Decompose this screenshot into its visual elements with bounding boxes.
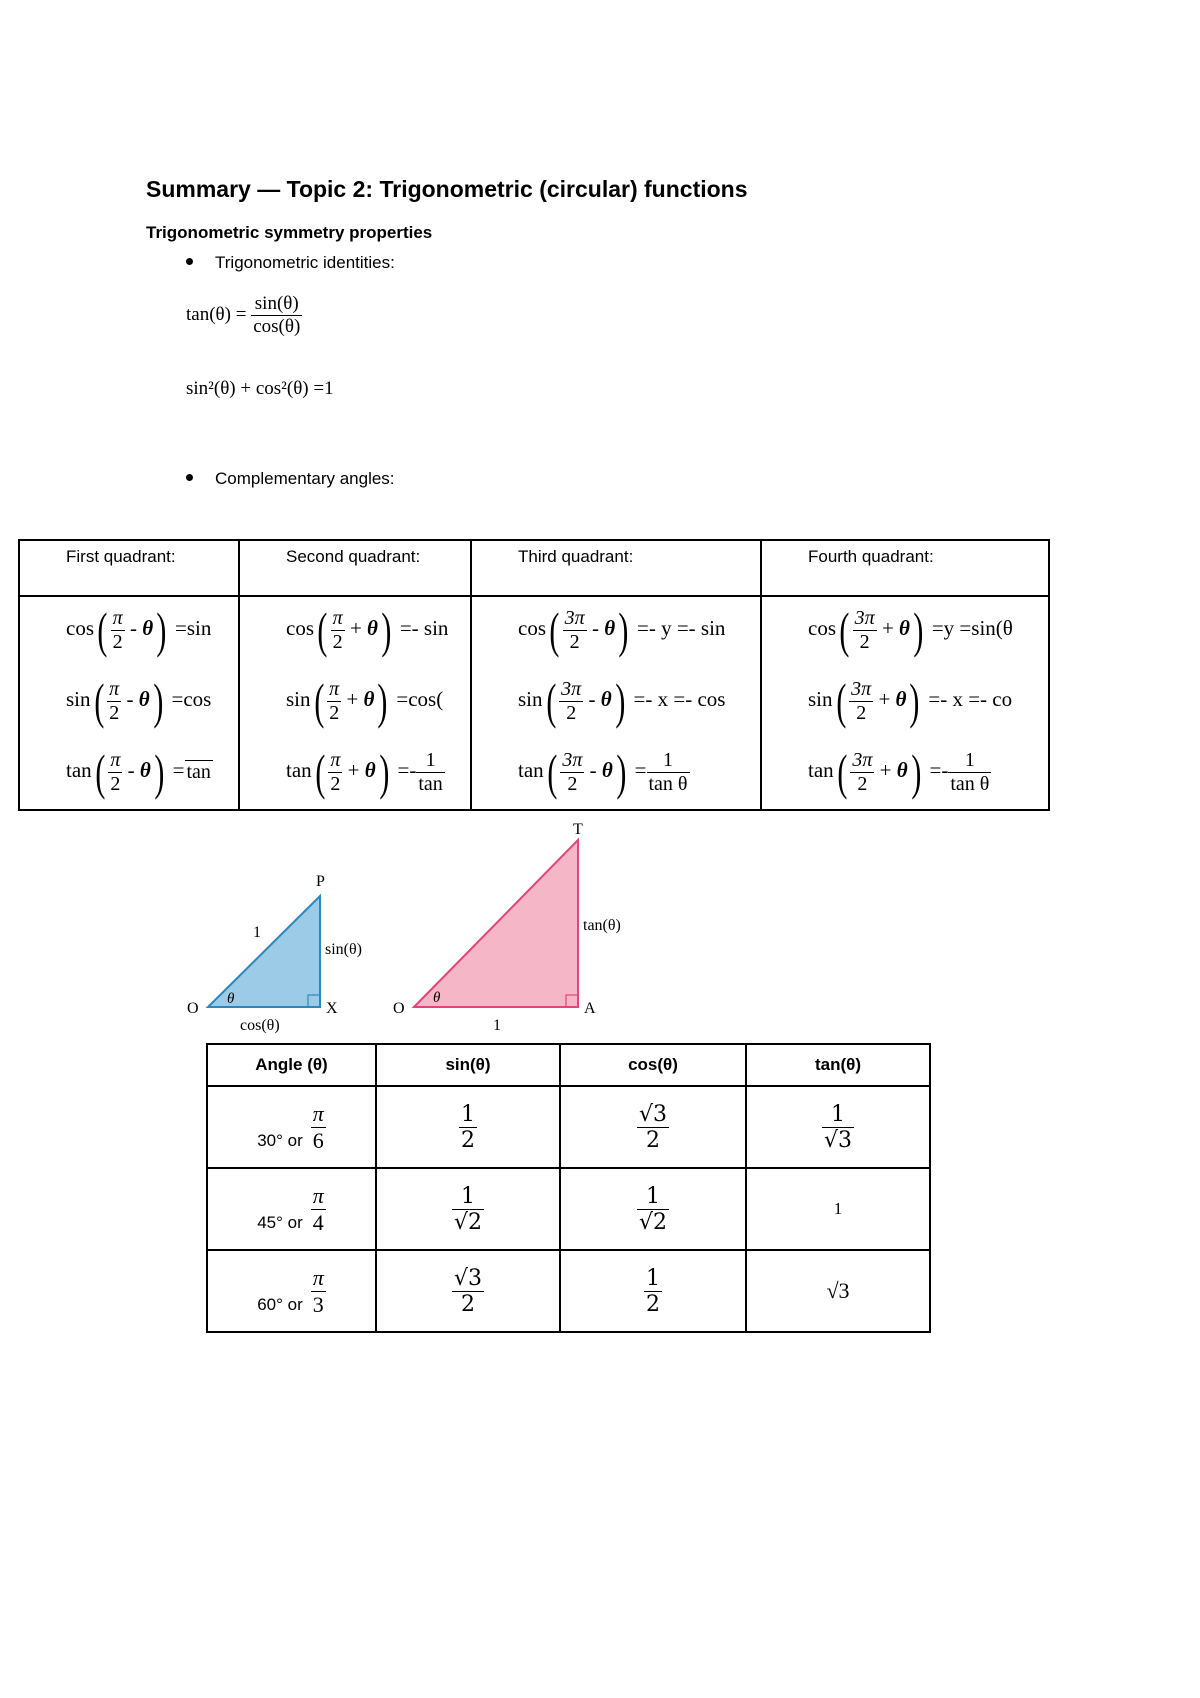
sign: + [347, 757, 360, 782]
theta-symbol: θ [364, 757, 376, 782]
numerator: π [312, 1100, 324, 1126]
identity-rhs: = [172, 757, 185, 782]
angle-denominator: 2 [853, 630, 877, 654]
cos-value [644, 1266, 662, 1317]
right-paren: ) [909, 673, 920, 729]
identity-rhs: =sin [175, 615, 212, 640]
denominator: 2 [646, 1291, 660, 1317]
reciprocal-fraction [948, 749, 991, 796]
tan-cell [746, 1250, 930, 1332]
page-title: Summary — Topic 2: Trigonometric (circular) functions [146, 176, 748, 202]
sign: + [878, 686, 891, 711]
theta-symbol: θ [600, 686, 612, 711]
vertex-label-p: P [316, 873, 325, 890]
quadrant-identity [286, 673, 444, 729]
denominator: 2 [637, 1127, 669, 1153]
left-paren: ( [313, 673, 324, 729]
identity-rhs: =cos [171, 686, 212, 711]
theta-symbol: θ [367, 615, 378, 640]
cos-value [637, 1102, 669, 1153]
function-name: tan [518, 757, 544, 782]
degree-label: 30° or [257, 1131, 303, 1150]
sign: - [126, 686, 134, 711]
denominator: 2 [452, 1291, 484, 1317]
angle-fraction [327, 678, 341, 725]
right-paren: ) [154, 744, 165, 800]
adjacent-label: cos(θ) [240, 1017, 280, 1034]
angle-fraction [850, 749, 874, 796]
angle-numerator: 3π [562, 748, 583, 771]
tan-cell [746, 1086, 930, 1168]
reciprocal-fraction [647, 749, 690, 796]
theta-symbol: θ [138, 686, 150, 711]
header-tan: tan(θ) [746, 1044, 930, 1086]
quadrant-header [472, 541, 760, 597]
quadrant-header [762, 541, 1048, 597]
header-angle: Angle (θ) [207, 1044, 376, 1086]
sign: + [346, 686, 359, 711]
vertex-label-t: T [573, 821, 583, 838]
angle-fraction [853, 607, 877, 654]
left-paren: ( [839, 602, 850, 658]
quadrant-column-4 [762, 541, 1048, 809]
identity-rhs: =- y =- sin [637, 615, 726, 640]
numerator: π [312, 1182, 324, 1208]
sin-value [452, 1184, 484, 1235]
denominator: √2 [638, 1209, 667, 1235]
angle-fraction [560, 749, 584, 796]
tan-cell [746, 1168, 930, 1250]
sin-value [459, 1102, 477, 1153]
denominator: 4 [311, 1209, 326, 1236]
reciprocal-denominator: tan θ [648, 772, 688, 795]
denominator: 2 [461, 1127, 475, 1153]
sign: - [589, 757, 597, 782]
tan-identity [186, 293, 302, 338]
reciprocal-numerator: 1 [663, 748, 673, 771]
left-paren: ( [835, 673, 846, 729]
tan-value [822, 1102, 854, 1153]
identity-rhs: =- x =- co [928, 686, 1013, 711]
sin-cell [376, 1168, 560, 1250]
bullet-dot-icon [186, 474, 193, 481]
identity-rhs: =- sin [399, 615, 449, 640]
left-paren: ( [94, 744, 105, 800]
angle-fraction [331, 607, 345, 654]
right-paren: ) [618, 602, 629, 658]
degree-label: 60° or [257, 1295, 303, 1314]
angle-numerator: 3π [564, 606, 585, 629]
angle-cell [207, 1250, 376, 1332]
left-paren: ( [836, 744, 847, 800]
right-paren: ) [614, 673, 625, 729]
tan-identity-fraction [251, 293, 302, 338]
angle-denominator: 2 [328, 772, 342, 796]
left-paren: ( [314, 744, 325, 800]
numerator: 1 [646, 1265, 660, 1291]
unit-triangle-shape [208, 896, 320, 1007]
quadrant-identity [286, 602, 449, 658]
table-header-row [207, 1044, 930, 1086]
vertex-label-o: O [393, 1000, 405, 1017]
sign: - [591, 615, 599, 640]
angle-fraction [559, 678, 583, 725]
sin-cell [376, 1086, 560, 1168]
tan-identity-numerator: sin(θ) [254, 293, 299, 314]
quadrant-identity [66, 673, 212, 729]
vertex-label-x: X [326, 1000, 338, 1017]
right-paren: ) [378, 744, 389, 800]
function-name: cos [286, 615, 314, 640]
quadrant-identity [66, 744, 213, 800]
identity-rhs: =y =sin(θ [931, 615, 1013, 640]
angle-numerator: 3π [852, 748, 873, 771]
bullet-complementary [186, 469, 395, 489]
quadrant-header-label: First quadrant: [66, 547, 176, 566]
angle-fraction [328, 749, 342, 796]
denominator: √3 [823, 1127, 852, 1153]
theta-symbol: θ [142, 615, 154, 640]
cos-cell [560, 1168, 746, 1250]
quadrant-header-label: Fourth quadrant: [808, 547, 934, 566]
left-paren: ( [546, 744, 557, 800]
exact-values-table [206, 1043, 931, 1333]
tan-identity-lhs: tan(θ) = [186, 303, 247, 325]
quadrant-table [18, 539, 1050, 811]
numerator: √3 [453, 1265, 482, 1291]
right-paren: ) [381, 602, 392, 658]
function-name: tan [286, 757, 312, 782]
angle-numerator: 3π [561, 677, 582, 700]
triangle-diagrams [180, 820, 630, 1040]
reciprocal-denominator: tan θ [950, 772, 990, 795]
function-name: sin [286, 686, 311, 711]
angle-denominator: 2 [560, 772, 584, 796]
vertex-label-o: O [187, 1000, 199, 1017]
unit-circle-triangle [187, 873, 362, 1034]
numerator: 1 [830, 1101, 845, 1127]
theta-symbol: θ [363, 686, 375, 711]
angle-denominator: 2 [563, 630, 587, 654]
angle-cell [207, 1168, 376, 1250]
quadrant-identity [518, 602, 726, 658]
opposite-label: tan(θ) [583, 917, 621, 934]
angle-label: θ [433, 990, 441, 1006]
sign: - [127, 757, 135, 782]
angle-fraction [108, 749, 122, 796]
angle-fraction [563, 607, 587, 654]
quadrant-header-label: Second quadrant: [286, 547, 421, 566]
sign: - [588, 686, 596, 711]
angle-denominator: 2 [849, 701, 873, 725]
theta-symbol: θ [139, 757, 151, 782]
sin-cell [376, 1250, 560, 1332]
reciprocal-fraction [185, 760, 213, 784]
angle-numerator: π [330, 748, 341, 771]
numerator: 1 [460, 1183, 475, 1209]
identity-rhs: =- [929, 757, 949, 782]
quadrant-column-3 [472, 541, 762, 809]
sign: + [879, 757, 892, 782]
function-name: sin [518, 686, 543, 711]
table-row [207, 1086, 930, 1168]
angle-denominator: 2 [559, 701, 583, 725]
theta-symbol: θ [604, 615, 616, 640]
denominator: √2 [453, 1209, 482, 1235]
identity-rhs: =- x =- cos [633, 686, 726, 711]
right-paren: ) [913, 602, 924, 658]
angle-denominator: 2 [850, 772, 874, 796]
table-row [207, 1168, 930, 1250]
right-paren: ) [156, 602, 167, 658]
section-heading: Trigonometric symmetry properties [146, 223, 433, 242]
cos-cell [560, 1250, 746, 1332]
angle-numerator: π [332, 606, 343, 629]
cos-cell [560, 1086, 746, 1168]
function-name: sin [808, 686, 833, 711]
quadrant-identity [808, 673, 1013, 729]
identity-rhs: =cos( [396, 686, 444, 711]
adjacent-label: 1 [493, 1017, 501, 1034]
numerator: 1 [461, 1101, 475, 1127]
function-name: cos [66, 615, 94, 640]
bullet-label: Complementary angles: [215, 469, 395, 488]
denominator: 6 [311, 1127, 326, 1154]
quadrant-header-label: Third quadrant: [518, 547, 634, 566]
angle-cell [207, 1086, 376, 1168]
bullet-label: Trigonometric identities: [215, 253, 395, 272]
right-paren: ) [616, 744, 627, 800]
function-name: tan [66, 757, 92, 782]
angle-denominator: 2 [108, 772, 122, 796]
tangent-triangle-shape [414, 840, 578, 1007]
sin-value [452, 1266, 484, 1317]
quadrant-header [20, 541, 238, 597]
tan-value: 1 [833, 1199, 843, 1218]
angle-numerator: 3π [851, 677, 872, 700]
radian-fraction [311, 1183, 326, 1236]
angle-denominator: 2 [111, 630, 125, 654]
left-paren: ( [93, 673, 104, 729]
quadrant-column-2 [240, 541, 472, 809]
quadrant-identity [518, 744, 690, 800]
function-name: sin [66, 686, 91, 711]
function-name: tan [808, 757, 834, 782]
reciprocal-denominator: tan [186, 761, 211, 783]
bullet-dot-icon [186, 258, 193, 265]
quadrant-identity [808, 744, 991, 800]
reciprocal-fraction [416, 749, 444, 796]
bullet-identities [186, 253, 395, 273]
angle-numerator: π [109, 677, 120, 700]
radian-fraction [311, 1265, 326, 1318]
angle-numerator: π [112, 606, 123, 629]
opposite-label: sin(θ) [325, 941, 362, 958]
tangent-triangle [393, 821, 621, 1034]
theta-symbol: θ [896, 757, 908, 782]
header-cos: cos(θ) [560, 1044, 746, 1086]
angle-denominator: 2 [327, 701, 341, 725]
right-paren: ) [910, 744, 921, 800]
angle-fraction [111, 607, 125, 654]
header-sin: sin(θ) [376, 1044, 560, 1086]
sign: + [881, 615, 894, 640]
radian-fraction [311, 1101, 326, 1154]
angle-numerator: 3π [854, 606, 875, 629]
reciprocal-numerator: 1 [964, 748, 975, 771]
numerator: π [312, 1264, 324, 1290]
angle-label: θ [227, 991, 235, 1007]
table-row [207, 1250, 930, 1332]
angle-numerator: π [329, 677, 340, 700]
quadrant-identity [808, 602, 1013, 658]
quadrant-identity [518, 673, 726, 729]
theta-symbol: θ [899, 615, 910, 640]
angle-denominator: 2 [107, 701, 121, 725]
angle-denominator: 2 [331, 630, 345, 654]
quadrant-header [240, 541, 470, 597]
vertex-label-a: A [584, 1000, 596, 1017]
angle-fraction [107, 678, 121, 725]
pythagorean-identity: sin²(θ) + cos²(θ) =1 [186, 378, 334, 399]
left-paren: ( [97, 602, 108, 658]
reciprocal-denominator: tan [418, 772, 443, 795]
left-paren: ( [549, 602, 560, 658]
numerator: 1 [645, 1183, 660, 1209]
angle-fraction [849, 678, 873, 725]
tan-value: √3 [826, 1278, 850, 1303]
degree-label: 45° or [257, 1213, 303, 1232]
quadrant-column-1 [20, 541, 240, 809]
sign: - [129, 615, 137, 640]
numerator: √3 [638, 1101, 667, 1127]
denominator: 3 [311, 1291, 326, 1318]
function-name: cos [808, 615, 836, 640]
sign: + [349, 615, 362, 640]
cos-value [637, 1184, 669, 1235]
quadrant-identity [66, 602, 212, 658]
theta-symbol: θ [895, 686, 907, 711]
angle-numerator: π [110, 748, 121, 771]
left-paren: ( [317, 602, 328, 658]
identity-rhs: =- [397, 757, 417, 782]
tan-identity-denominator: cos(θ) [253, 316, 301, 337]
quadrant-identity [286, 744, 445, 800]
right-paren: ) [377, 673, 388, 729]
theta-symbol: θ [601, 757, 613, 782]
identity-rhs: = [634, 757, 647, 782]
right-paren: ) [152, 673, 163, 729]
function-name: cos [518, 615, 546, 640]
left-paren: ( [545, 673, 556, 729]
hypotenuse-label: 1 [253, 924, 261, 941]
reciprocal-numerator: 1 [425, 748, 436, 771]
